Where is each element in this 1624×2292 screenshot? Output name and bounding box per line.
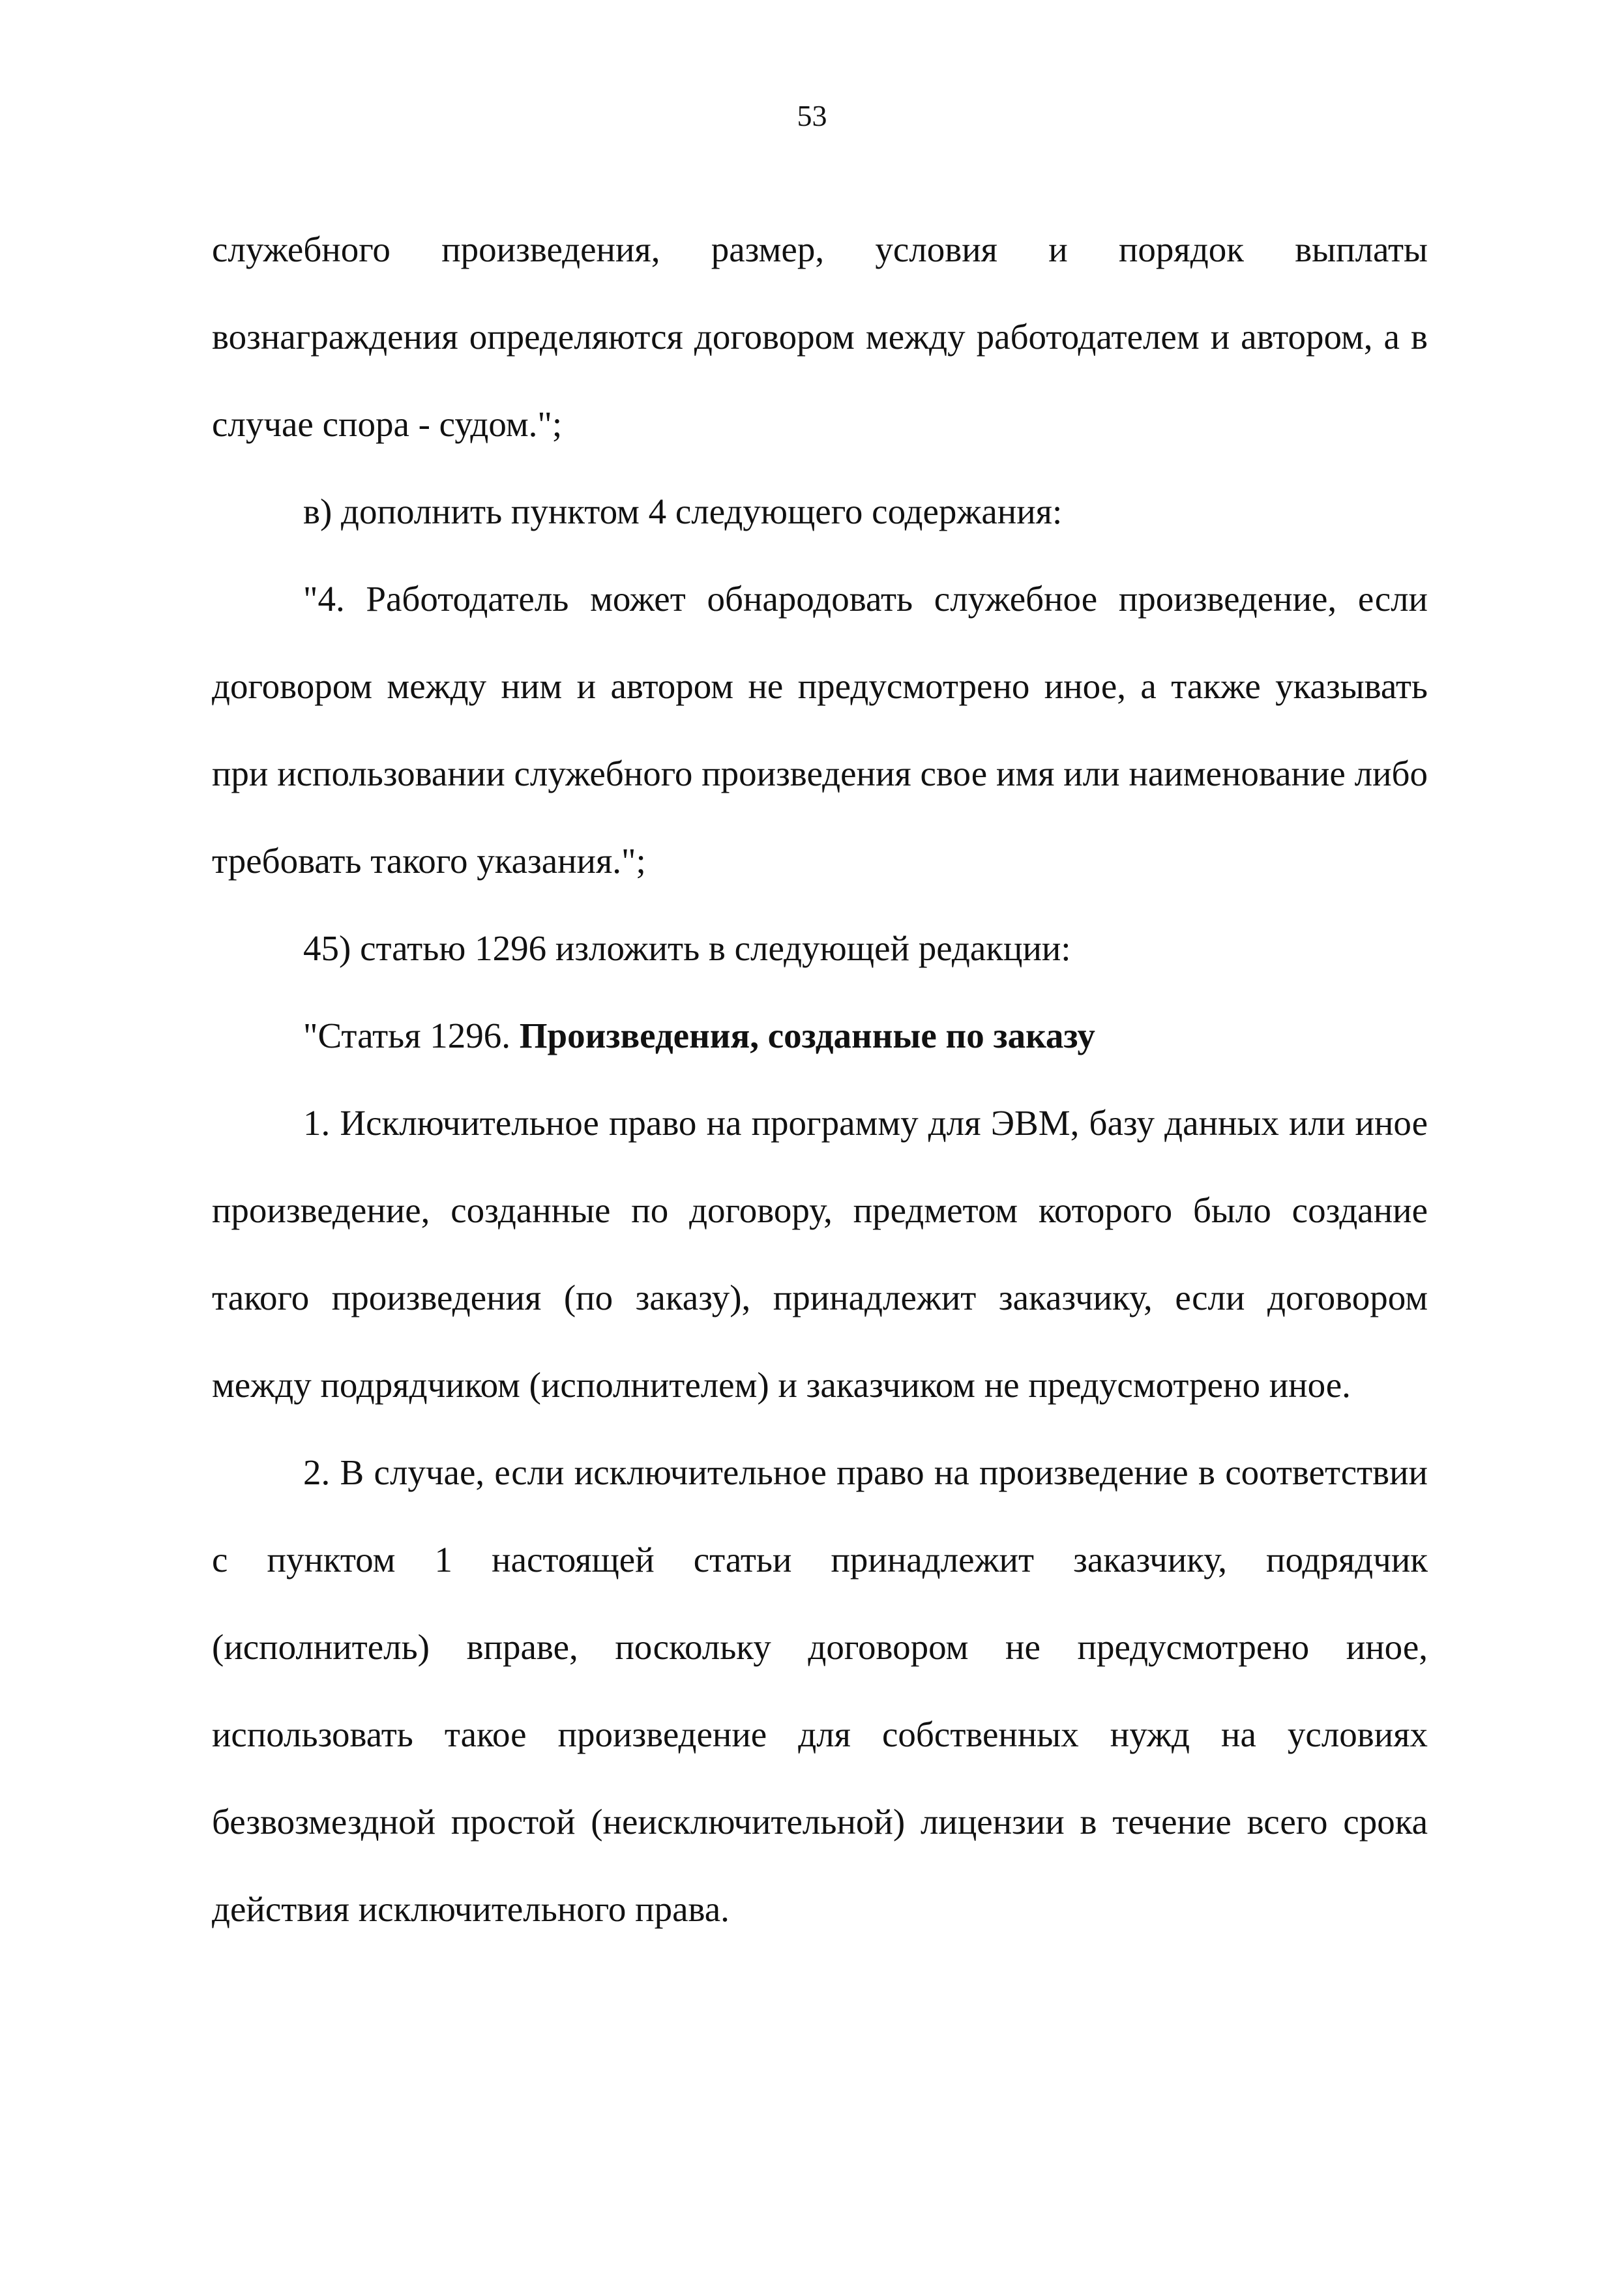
paragraph-item-45: 45) статью 1296 изложить в следующей редакции: xyxy=(303,928,1071,968)
paragraph-point-4: "4. Работодатель может обнародовать служебное произведение, если договором между ним и автором не предусмотрено иное, а также указывать при использовании служебного произведения свое имя или наименование либо требовать такого указания."; xyxy=(212,579,1428,881)
document-body xyxy=(212,206,1428,1953)
paragraph-amendment-v: в) дополнить пунктом 4 следующего содержания: xyxy=(303,492,1063,531)
paragraph-clause-2: 2. В случае, если исключительное право на произведение в соответствии с пунктом 1 настоящей статьи принадлежит заказчику, подрядчик (исполнитель) вправе, поскольку договором не предусмотрено иное, использовать такое произведение для собственных нужд на условиях безвозмездной простой (неисключительной) лицензии в течение всего срока действия исключительного права. xyxy=(212,1452,1428,1929)
article-title: Произведения, созданные по заказу xyxy=(519,1016,1095,1055)
paragraph-continuation: служебного произведения, размер, условия и порядок выплаты вознаграждения определяются договором между работодателем и автором, а в случае спора - судом."; xyxy=(212,229,1428,444)
page-number: 53 xyxy=(797,99,827,132)
article-heading xyxy=(212,992,1428,1080)
paragraph-clause-1: 1. Исключительное право на программу для ЭВМ, базу данных или иное произведение, созданные по договору, предметом которого было создание такого произведения (по заказу), принадлежит заказчику, если договором между подрядчиком (исполнителем) и заказчиком не предусмотрено иное. xyxy=(212,1103,1428,1405)
article-number: "Статья 1296. xyxy=(303,1016,520,1055)
